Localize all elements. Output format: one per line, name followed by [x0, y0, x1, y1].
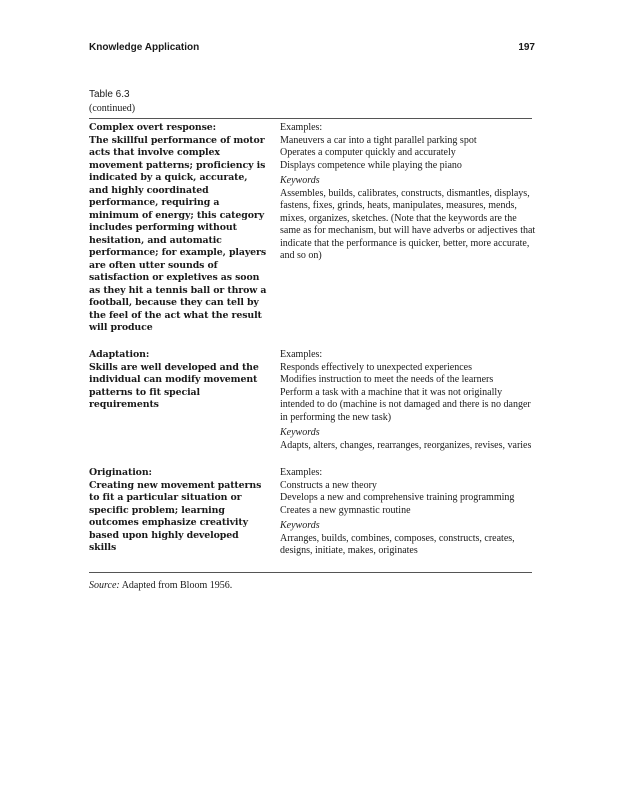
example-item: Maneuvers a car into a tight parallel parking spot [280, 134, 477, 146]
section-title: Knowledge Application [89, 42, 200, 53]
table-top-rule [89, 118, 532, 119]
category-heading: Complex overt response: [89, 122, 216, 133]
example-item: Develops a new and comprehensive training programming [280, 492, 515, 503]
keywords-text: Assembles, builds, calibrates, constructs, dismantles, displays, fastens, fixes, grinds, heats, manipulates, measures, mends, mixes, organizes, sketches. (Note that the keywords are the same as for mechanism, but will have adverbs or adjectives that indicate that the performance is quicker, better, more accurate, and so on) [280, 187, 536, 261]
page-number: 197 [518, 42, 535, 53]
examples-label: Examples: [280, 122, 323, 133]
category-cell [89, 122, 267, 335]
example-item: Operates a computer quickly and accurately [280, 147, 456, 158]
category-description: Skills are well developed and the individual can modify movement patterns to fit special requirements [89, 361, 259, 410]
table-bottom-rule [89, 572, 532, 573]
examples-cell [280, 467, 536, 558]
keywords-text: Adapts, alters, changes, rearranges, reorganizes, revises, varies [280, 439, 532, 451]
keywords-text: Arranges, builds, combines, composes, constructs, creates, designs, initiate, makes, originates [280, 532, 515, 556]
keywords-label: Keywords [280, 427, 320, 438]
category-cell [89, 467, 267, 555]
table-label: Table 6.3 [89, 89, 130, 100]
source-label: Source: [89, 580, 120, 591]
example-item: Modifies instruction to meet the needs of the learners [280, 374, 494, 385]
category-description: Creating new movement patterns to fit a particular situation or specific problem; learning outcomes emphasize creativity based upon highly developed skills [89, 479, 262, 553]
category-heading: Adaptation: [89, 349, 150, 360]
category-description: The skillful performance of motor acts that involve complex movement patterns; proficiency is indicated by a quick, accurate, and highly coordinated performance, requiring a minimum of energy; this category includes performing without hesitation, and automatic performance; for example, players are often utter sounds of satisfaction or expletives as soon as they hit a tennis ball or throw a football, because they can tell by the feel of the act what the result will produce [89, 134, 267, 333]
keywords-label: Keywords [280, 520, 320, 531]
category-cell [89, 349, 267, 412]
category-heading: Origination: [89, 467, 152, 478]
example-item: Perform a task with a machine that it was not originally intended to do (machine is not damaged and there is no danger in performing the new task) [280, 386, 531, 423]
example-item: Responds effectively to unexpected experiences [280, 361, 472, 373]
keywords-label: Keywords [280, 175, 320, 186]
running-head [89, 41, 535, 55]
source-note [89, 579, 232, 592]
example-item: Displays competence while playing the piano [280, 159, 462, 171]
source-text: Adapted from Bloom 1956. [121, 580, 233, 591]
examples-label: Examples: [280, 467, 323, 478]
examples-cell [280, 349, 536, 452]
example-item: Creates a new gymnastic routine [280, 504, 411, 516]
examples-label: Examples: [280, 349, 323, 360]
example-item: Constructs a new theory [280, 479, 377, 491]
examples-cell [280, 122, 536, 263]
table-continued-note: (continued) [89, 103, 136, 114]
